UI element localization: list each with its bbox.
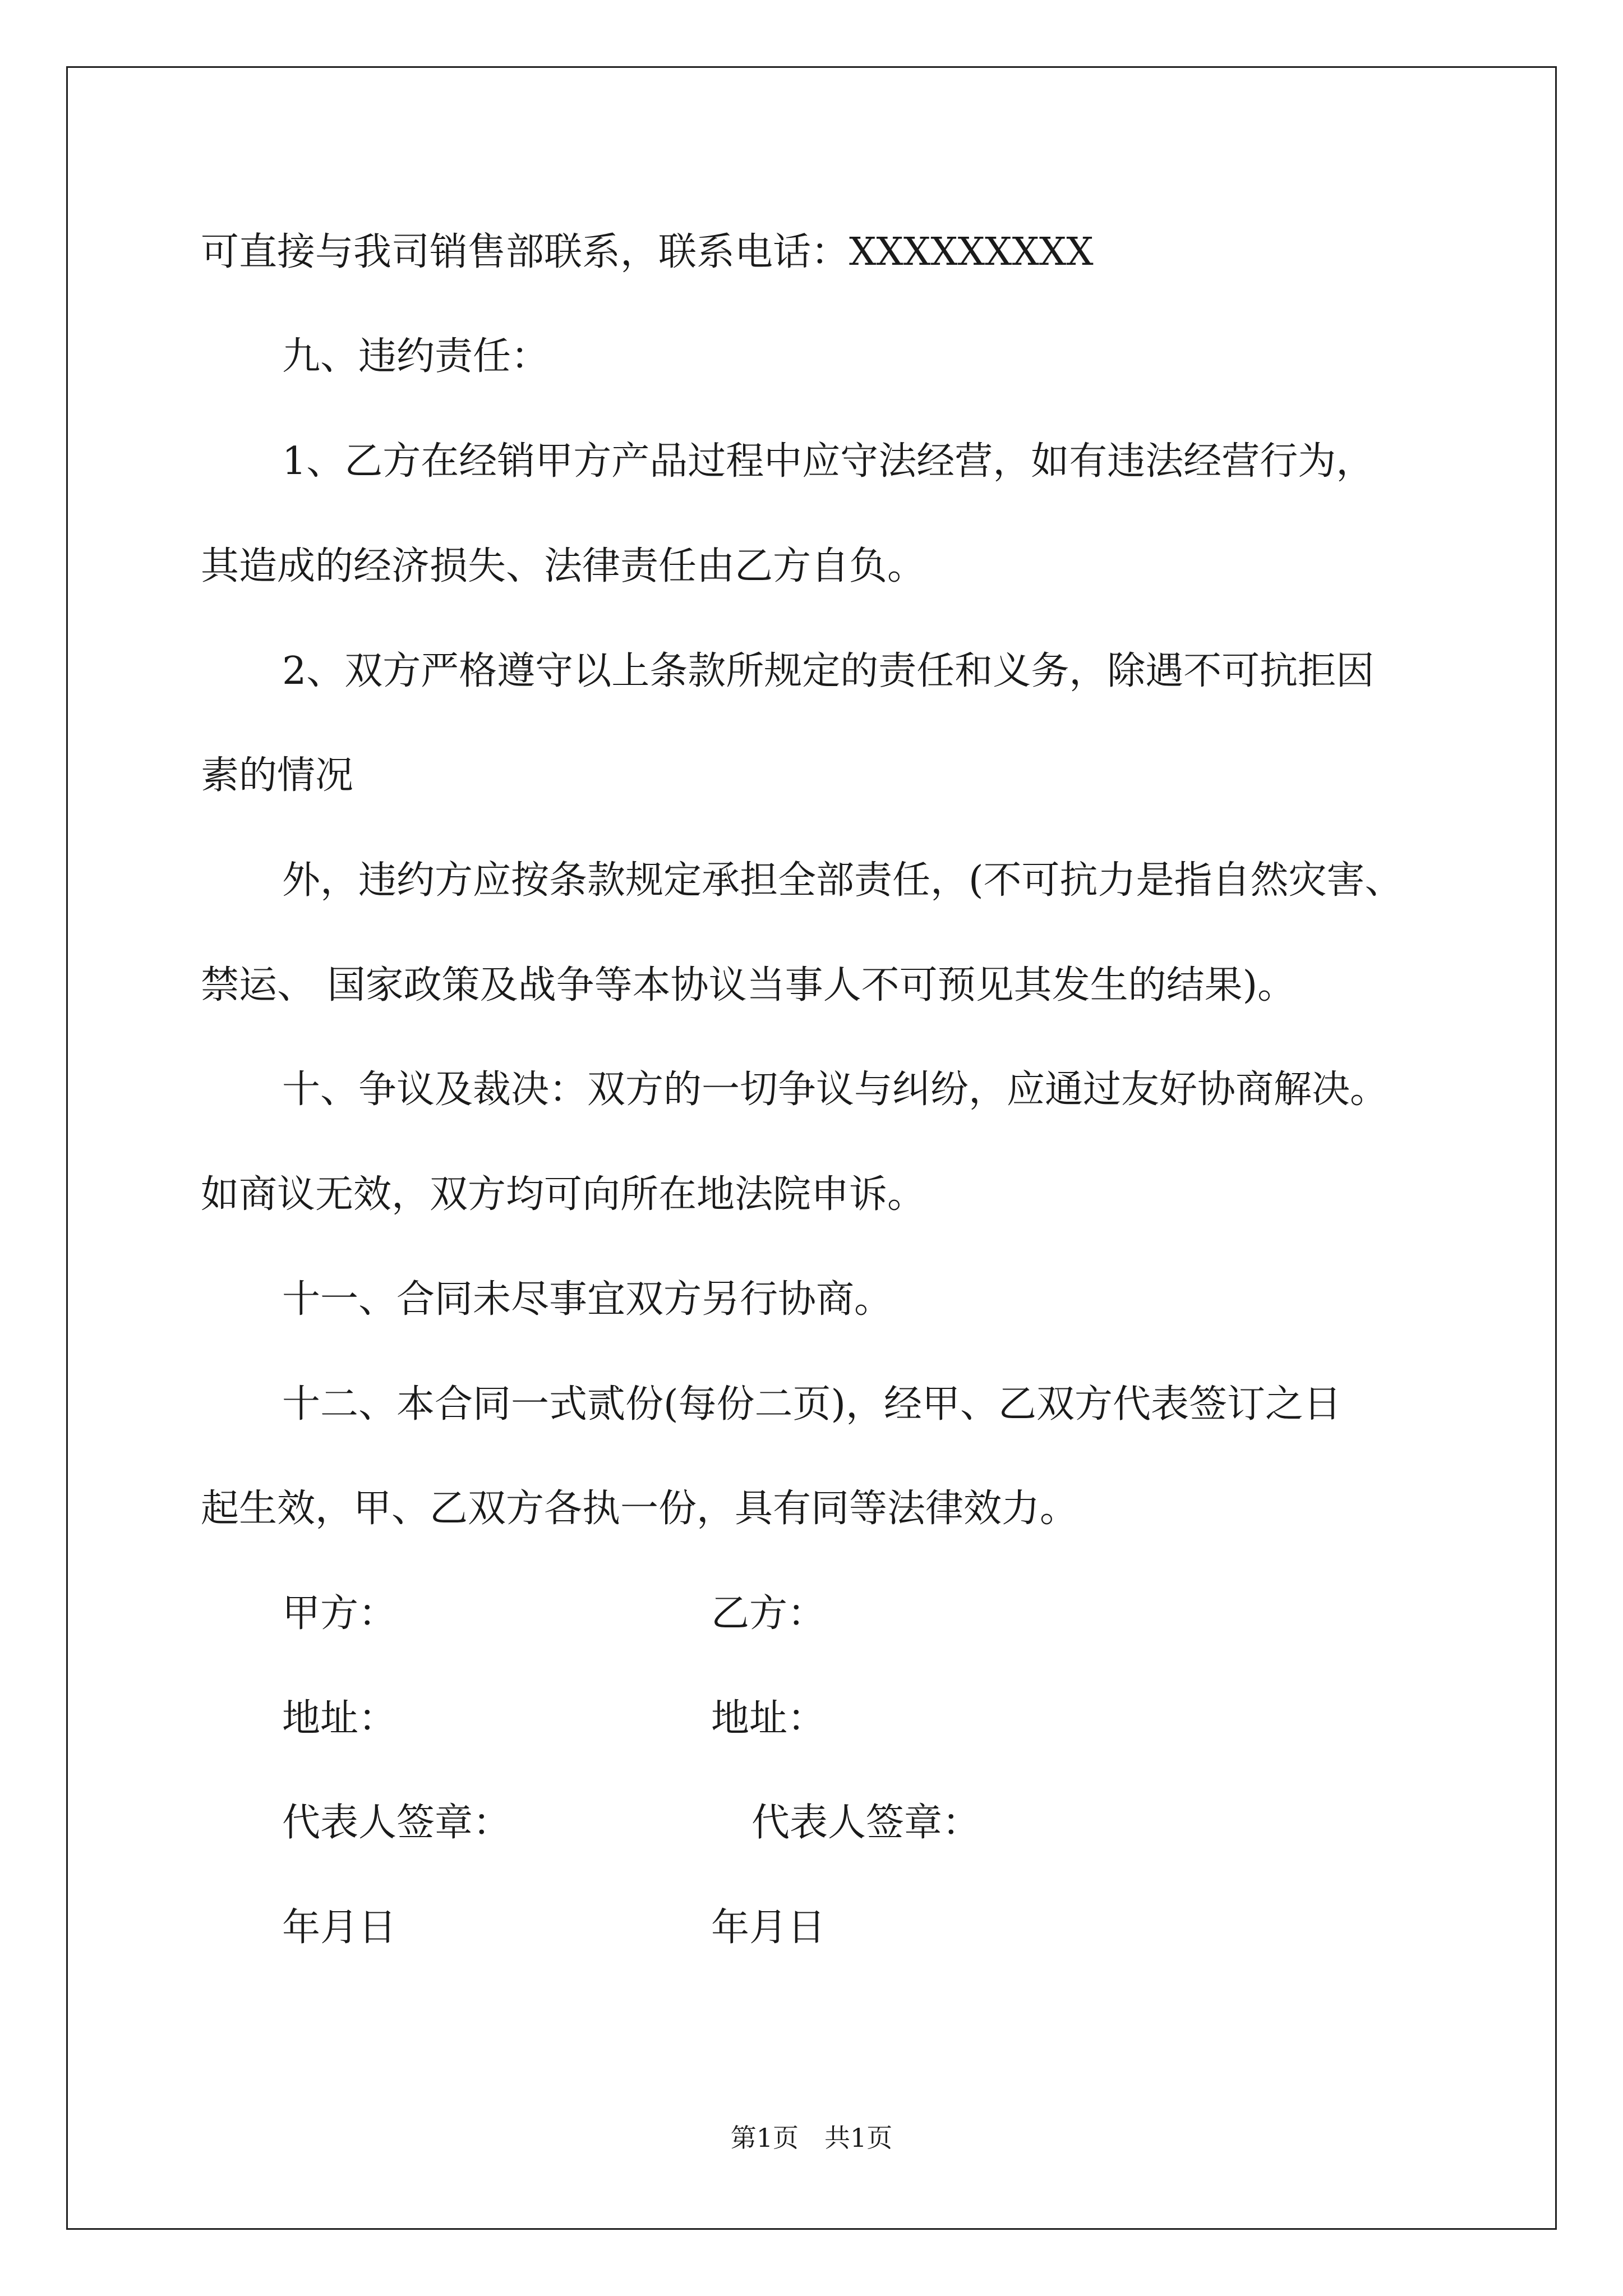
page-number-footer: 第1页 共1页 (730, 2123, 893, 2153)
party-b-label: 乙方： (711, 1591, 826, 1636)
clause-9-item-2-line-3: 外，违约方应按条款规定承担全部责任，(不可抗力是指自然灾害、 (282, 858, 1403, 903)
clause-11: 十一、合同未尽事宜双方另行协商。 (282, 1277, 893, 1322)
date-b-label: 年月日 (711, 1906, 826, 1950)
representative-b-label: 代表人签章： (751, 1801, 981, 1845)
party-a-label: 甲方： (282, 1591, 397, 1636)
clause-9-item-1-line-1: 1、乙方在经销甲方产品过程中应守法经营，如有违法经营行为， (282, 439, 1375, 484)
contact-line: 可直接与我司销售部联系，联系电话：XXXXXXXXX (201, 230, 1094, 274)
clause-9-item-2-line-2: 素的情况 (201, 753, 354, 798)
clause-12-line-2: 起生效，甲、乙双方各执一份，具有同等法律效力。 (201, 1487, 1078, 1531)
date-a-label: 年月日 (282, 1906, 397, 1950)
address-a-label: 地址： (282, 1696, 397, 1741)
clause-9-item-1-line-2: 其造成的经济损失、法律责任由乙方自负。 (201, 544, 926, 588)
clause-10-line-1: 十、争议及裁决：双方的一切争议与纠纷，应通过友好协商解决。 (282, 1068, 1389, 1112)
clause-12-line-1: 十二、本合同一式贰份(每份二页)，经甲、乙双方代表签订之日 (282, 1382, 1342, 1427)
clause-9-heading: 九、违约责任： (282, 334, 550, 379)
representative-a-label: 代表人签章： (282, 1801, 511, 1845)
clause-9-item-2-line-4: 禁运、 国家政策及战争等本协议当事人不可预见其发生的结果)。 (201, 963, 1296, 1007)
address-b-label: 地址： (711, 1696, 826, 1741)
clause-10-line-2: 如商议无效，双方均可向所在地法院申诉。 (201, 1172, 926, 1217)
clause-9-item-2-line-1: 2、双方严格遵守以上条款所规定的责任和义务，除遇不可抗拒因 (282, 649, 1375, 693)
